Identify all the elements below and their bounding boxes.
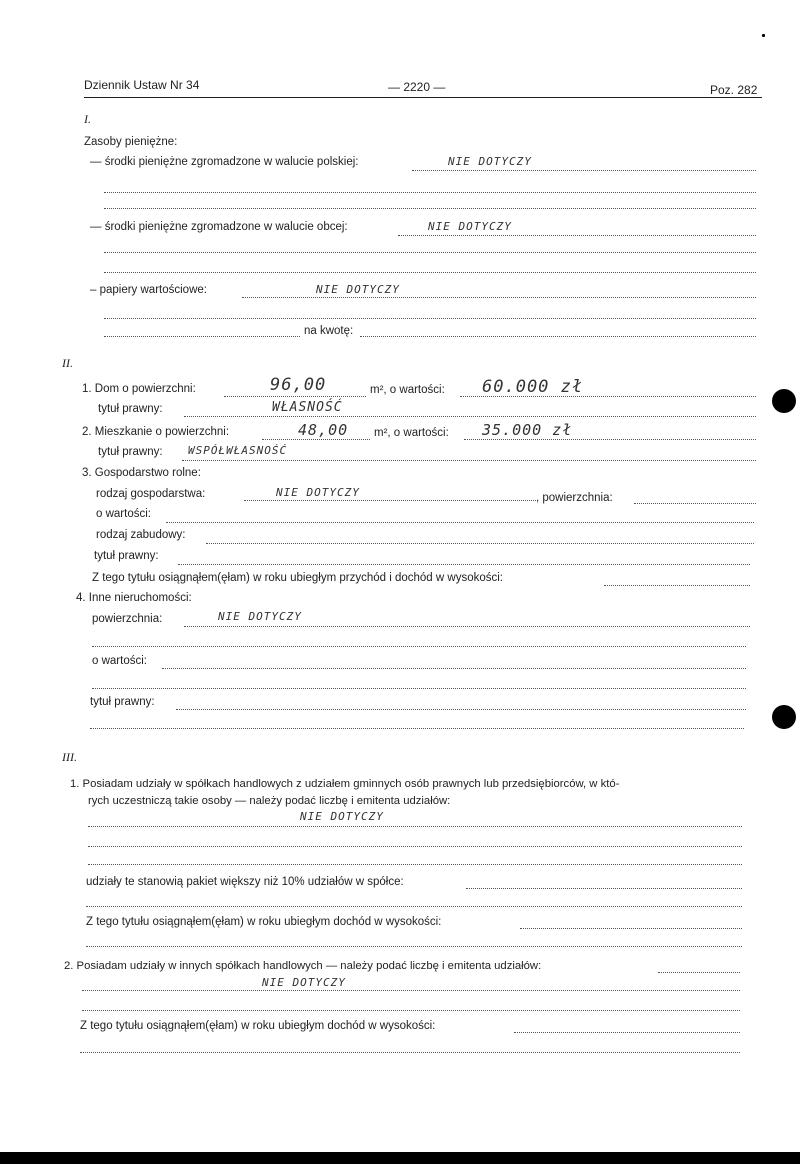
other-area-value: NIE DOTYCZY: [218, 610, 302, 623]
section-2-numeral: II.: [62, 356, 73, 370]
header-page-number: — 2220 —: [388, 80, 446, 94]
shares-2-line: [658, 972, 740, 973]
pln-funds-label: — środki pieniężne zgromadzone w walucie polskiej:: [90, 156, 359, 168]
foreign-funds-line: [398, 235, 756, 236]
foreign-funds-value: NIE DOTYCZY: [428, 220, 512, 233]
house-title-line: [184, 416, 756, 417]
farm-area-line: [634, 503, 756, 504]
farm-type-label: rodzaj gospodarstwa:: [96, 488, 206, 500]
section-1-title: Zasoby pieniężne:: [84, 136, 178, 148]
farm-income-label: Z tego tytułu osiągnąłem(ęłam) w roku ubiegłym przychód i dochód w wysokości:: [92, 572, 503, 584]
shares-1-line-2: [88, 846, 742, 847]
shares-1-text-line1: 1. Posiadam udziały w spółkach handlowych z udziałem gminnych osób prawnych lub przedsiębiorców, w któ-: [70, 778, 620, 790]
shares-1-value: NIE DOTYCZY: [300, 810, 384, 823]
flat-area-value: 48,00: [298, 421, 349, 439]
securities-line: [242, 297, 756, 298]
other-title-line: [176, 709, 746, 710]
shares-2-income-label: Z tego tytułu osiągnąłem(ęłam) w roku ubiegłym dochód w wysokości:: [80, 1020, 436, 1032]
shares-1-packet-label: udziały te stanowią pakiet większy niż 10% udziałów w spółce:: [86, 876, 404, 888]
other-area-line: [184, 626, 750, 627]
other-value-line: [162, 668, 746, 669]
securities-amount-line-2: [360, 336, 756, 337]
shares-2-value-line: [82, 990, 740, 991]
shares-1-line-3: [88, 864, 742, 865]
flat-title-value: WSPÓŁWŁASNOŚĆ: [188, 444, 288, 457]
securities-value: NIE DOTYCZY: [316, 283, 400, 296]
farm-title-line: [178, 564, 750, 565]
farm-type-line: [244, 500, 536, 501]
shares-2-income-line-2: [80, 1052, 740, 1053]
shares-1-income-line: [520, 928, 742, 929]
securities-amount-line: [104, 336, 300, 337]
flat-title-label: tytuł prawny:: [98, 446, 163, 458]
securities-line-2: [104, 318, 756, 319]
other-area-line-2: [92, 646, 746, 647]
other-property-label: 4. Inne nieruchomości:: [76, 592, 192, 604]
securities-amount-label: na kwotę:: [304, 325, 354, 337]
shares-1-text-line2: rych uczestniczą takie osoby — należy podać liczbę i emitenta udziałów:: [88, 795, 451, 807]
flat-value: 35.000 zł: [482, 421, 573, 439]
flat-area-line: [262, 439, 370, 440]
shares-1-packet-line-2: [86, 906, 742, 907]
shares-1-income-label: Z tego tytułu osiągnąłem(ęłam) w roku ubiegłym dochód w wysokości:: [86, 916, 442, 928]
punch-hole-bottom: [772, 705, 796, 729]
farm-type-value: NIE DOTYCZY: [276, 486, 360, 499]
section-3-numeral: III.: [62, 750, 77, 764]
pln-funds-line: [412, 170, 756, 171]
farm-income-line: [604, 585, 750, 586]
shares-2-income-line: [514, 1032, 740, 1033]
farm-value-label: o wartości:: [96, 508, 151, 520]
pln-funds-line-2: [104, 192, 756, 193]
securities-label: – papiery wartościowe:: [90, 284, 207, 296]
farm-label: 3. Gospodarstwo rolne:: [82, 467, 201, 479]
foreign-funds-line-2: [104, 252, 756, 253]
other-value-label: o wartości:: [92, 655, 147, 667]
house-m2-label: m², o wartości:: [370, 384, 445, 396]
flat-m2-label: m², o wartości:: [374, 427, 449, 439]
scan-bottom-edge: [0, 1152, 800, 1164]
header-right: Poz. 282: [710, 83, 758, 97]
other-area-label: powierzchnia:: [92, 613, 163, 625]
other-title-label: tytuł prawny:: [90, 696, 155, 708]
shares-1-income-line-2: [86, 946, 742, 947]
other-title-line-2: [90, 728, 744, 729]
punch-hole-top: [772, 389, 796, 413]
house-value: 60.000 zł: [482, 377, 584, 397]
header-left: Dziennik Ustaw Nr 34: [84, 78, 200, 92]
foreign-funds-line-3: [104, 272, 756, 273]
shares-1-line: [88, 826, 742, 827]
farm-build-label: rodzaj zabudowy:: [96, 529, 186, 541]
farm-title-label: tytuł prawny:: [94, 550, 159, 562]
foreign-funds-label: — środki pieniężne zgromadzone w walucie obcej:: [90, 221, 348, 233]
farm-value-line: [166, 522, 754, 523]
shares-2-line-3: [82, 1010, 740, 1011]
flat-label: 2. Mieszkanie o powierzchni:: [82, 426, 230, 438]
flat-title-line: [182, 460, 756, 461]
header-rule: [84, 97, 762, 98]
pln-funds-line-3: [104, 208, 756, 209]
house-label: 1. Dom o powierzchni:: [82, 383, 196, 395]
shares-2-text-line1: 2. Posiadam udziały w innych spółkach handlowych — należy podać liczbę i emitenta udziałów:: [64, 960, 542, 972]
shares-1-packet-line: [466, 888, 742, 889]
section-1-numeral: I.: [84, 112, 91, 126]
shares-2-value: NIE DOTYCZY: [262, 976, 346, 989]
other-value-line-2: [92, 688, 746, 689]
house-area-value: 96,00: [270, 375, 327, 395]
farm-area-label: , powierzchnia:: [536, 492, 613, 504]
house-area-line: [224, 396, 366, 397]
flat-value-line: [464, 439, 756, 440]
house-title-value: WŁASNOŚĆ: [272, 400, 343, 415]
house-title-label: tytuł prawny:: [98, 403, 163, 415]
scan-speck: [762, 34, 765, 37]
farm-build-line: [206, 543, 754, 544]
pln-funds-value: NIE DOTYCZY: [448, 155, 532, 168]
